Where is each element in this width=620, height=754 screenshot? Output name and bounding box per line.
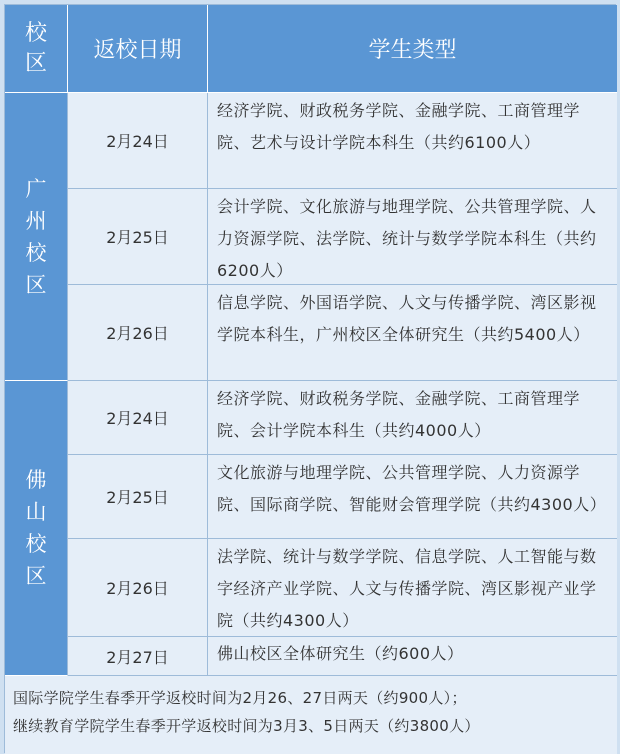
- students-cell: 法学院、统计与数学学院、信息学院、人工智能与数字经济产业学院、人文与传播学院、湾区影视产业学院（共约4300人）: [208, 539, 617, 637]
- campus-guangzhou-label: 广州校区: [25, 176, 47, 297]
- footer-note: [5, 676, 617, 754]
- header-return-date: 返校日期: [68, 5, 208, 93]
- campus-foshan: [5, 381, 68, 676]
- students-cell: 信息学院、外国语学院、人文与传播学院、湾区影视学院本科生，广州校区全体研究生（共约5400人）: [208, 285, 617, 381]
- date-cell: 2月25日: [68, 455, 208, 539]
- return-schedule-table: [4, 4, 616, 753]
- students-cell: 会计学院、文化旅游与地理学院、公共管理学院、人力资源学院、法学院、统计与数学学院本科生（共约6200人）: [208, 189, 617, 285]
- date-cell: 2月26日: [68, 539, 208, 637]
- footer-line-international: 国际学院学生春季开学返校时间为2月26、27日两天（约900人）；: [13, 689, 467, 707]
- date-cell: 2月25日: [68, 189, 208, 285]
- students-cell: 文化旅游与地理学院、公共管理学院、人力资源学院、国际商学院、智能财会管理学院（共约4300人）: [208, 455, 617, 539]
- date-cell: 2月27日: [68, 637, 208, 676]
- header-campus-label: 校区: [24, 20, 47, 76]
- date-cell: 2月26日: [68, 285, 208, 381]
- footer-line-continuing-education: 继续教育学院学生春季开学返校时间为3月3、5日两天（约3800人）: [13, 717, 480, 735]
- header-campus: [5, 5, 68, 93]
- date-cell: 2月24日: [68, 93, 208, 189]
- students-cell: 经济学院、财政税务学院、金融学院、工商管理学院、艺术与设计学院本科生（共约6100人）: [208, 93, 617, 189]
- date-cell: 2月24日: [68, 381, 208, 455]
- campus-foshan-label: 佛山校区: [25, 468, 47, 588]
- students-cell: 佛山校区全体研究生（约600人）: [208, 637, 617, 676]
- header-student-type: 学生类型: [208, 5, 617, 93]
- campus-guangzhou: [5, 93, 68, 381]
- students-cell: 经济学院、财政税务学院、金融学院、工商管理学院、会计学院本科生（共约4000人）: [208, 381, 617, 455]
